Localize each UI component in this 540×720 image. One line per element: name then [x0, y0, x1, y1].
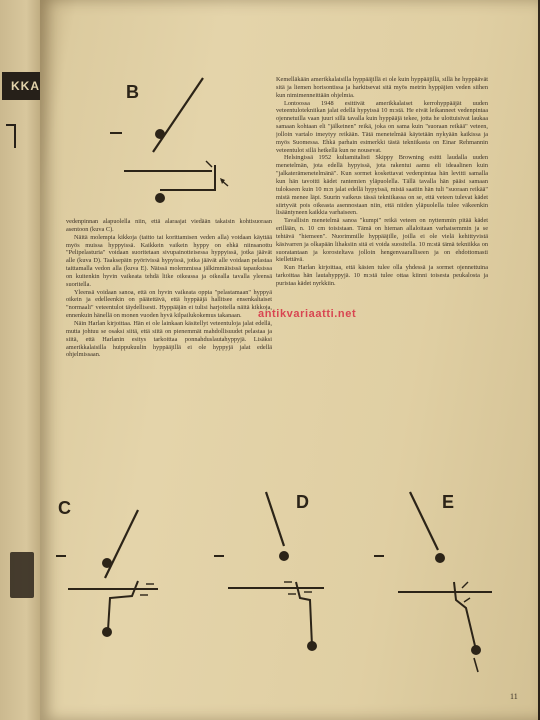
diver-head-dot-underwater — [471, 645, 481, 655]
paragraph: vedenpinnan alapuolella niin, että alaraajat viedään takaisin kohtisuoraan asentoon (kuva C). — [66, 218, 272, 233]
left-page-diagram-fragment — [6, 124, 16, 148]
diagram-b-label: B — [126, 82, 139, 102]
left-page-edge — [0, 0, 45, 720]
diagram-e — [370, 486, 510, 686]
paragraph: Kun Harlan kirjoittaa, että käsien tulee olla yhdessä ja sormet ojennettuina tarkoittaa hän lautahyppyjä. 10 m:stä tulee ottaa kiinni toisesta peukalosta ja puristaa kädet nyrkkiin. — [276, 264, 488, 287]
text-column-right — [276, 76, 488, 474]
diagram-b-figure — [102, 70, 262, 215]
diagram-e-figure — [370, 486, 510, 686]
leg-line — [474, 658, 478, 672]
diver-head-dot — [155, 129, 165, 139]
diver-head-dot — [435, 553, 445, 563]
watermark: antikvariaatti.net — [258, 308, 357, 320]
diagram-e-label: E — [442, 492, 455, 512]
page-number: 11 — [510, 692, 518, 701]
paragraph: Näin Harlan kirjoittaa. Hän ei ole lainkaan käsitellyt veteentuloja jalat edellä, mutta johtuu se osaksi siitä, että siitä on pienemmät mahdollisuudet pelastaa ja siitä, että Harlanin esitys tarkoittaa ponnahduslautahyppyjä. Lisäksi amerikkalaisilla huippukuulin hyppääjillä ei ole hyppyjä jalat edellä ohjelmissaan. — [66, 319, 272, 359]
arrow-icon — [206, 161, 212, 167]
paragraph: Tavallisin menetelmä sanoa "kumpi" reikä veteen on nyttemmin pitää kädet erillään, n. 10 cm toisistaan. Tämä on hieman allaloitaan varhaisemmin ja se tehtävä "hiemeen". Nuorimmille hyppääjille, joilla ei ole vielä kehittyvistä käsivarren ja olkapään lihaksiin sitä ei voida suositella. 10 m:stä tämä tekniikka on suoratantaan ja korosteltava jolloin hengenvaaralliseen ja on ehdottomasti kiellettävä. — [276, 217, 488, 264]
paragraph: Kemelläkään amerikkalaisilla hyppääjillä ei ole kuin hyppääjillä, sillä he hyppäävät sitä ja liemen horisontissa ja harkitsevat sitä myös metrin hyppäjien veden siihen kun nimimenneittään ohjelmia. — [276, 76, 488, 99]
diagram-c — [50, 490, 180, 670]
diver-head-dot-underwater — [307, 641, 317, 651]
diagram-d — [200, 486, 350, 676]
diagram-b — [102, 70, 262, 215]
paragraph: Helsingissä 1952 kultamitalisti Skippy Browning esitti laudalla uuden menetelmän, jota edellä hypyissä, jota rakentui aamu eli ideaalinen kuin "jalkaterämenetelmänä". Kun sormet koskettavat vedenpintaa hän levitti samalla kun hän tavoitti kädet rantemien yläpuolella. Tällä tavalla hän pääsi samaan tulokseen kuin 10 m:n jalat edellä hypyissä, mistä saatiin hän tuli "suoraan reikää" mistä menee läpi. Suurin vaikeus tässä tekniikassa on se, että veteen tulevat kädet siirtyvät pois oikeasta asennostaan niin, että niiden yläpuolella tulee väkeenkin lisääntyneen kaikkia varhaiseen. — [276, 154, 488, 217]
diver-body-line — [105, 510, 138, 578]
diver-head-dot — [279, 551, 289, 561]
diagram-c-figure — [50, 490, 180, 670]
diver-body-line — [410, 492, 438, 550]
diver-head-dot-underwater — [102, 627, 112, 637]
diver-head-dot-underwater — [155, 193, 165, 203]
diver-body-line — [266, 492, 284, 546]
arrow-icon — [462, 582, 468, 588]
diagram-c-label: C — [58, 498, 71, 518]
left-page-heading: KKA — [2, 72, 42, 100]
paragraph: Lontoossa 1948 esittivät amerikkalaiset kerrohyppääjät uuden veteentulotekniikan jalat edellä hypyissä 10 m:stä. He eivät leikanneet vedenpintaa ojennetuilla vaan juuri sillä tavalla kuin hyppääjä tekee, jotta he ulottuisivat laukaa samaan kohtaan eli "jälkeinen" reikä, joka on sama kuin "suoraan reikää" veteen, jolloin vartalo imeytyy reikään. Tätä menetelmää käytetään nykyään kaikissa ja myös Suomessa. Ehkä parhain esimerkki tästä tekniikasta on Einar Rehmannin veteentulot sillä hetkellä kun ne nousevat. — [276, 99, 488, 154]
diagram-d-label: D — [296, 492, 309, 512]
diagram-d-figure — [200, 486, 350, 676]
paragraph: Näitä molempia kikkoja (taitto tai korittamisen veden alla) voidaan käyttää myös muissa hyppyissä. Kaikkein vaikein hyppy on ehkä niinsanottu "Pelipelasturia" voidaan suoritetaan sivupainotteisessa hyppyissä, jotka jäävät alle (kuva D). Taaksepäin pyörivissä hypyissä, jotka jäävät alle voidaan pelastaa taittamalla vedon alla (kuva E). Näissä molemmissa jälkimmäisissä tapauksissa on kuitenkin hyvin vaikeata tehdä liike oikeassa ja oikealla tavalla yleensä suoritella. — [66, 233, 272, 288]
diver-head-dot — [102, 558, 112, 568]
text-column-left — [66, 218, 272, 458]
magazine-page — [40, 0, 538, 720]
diver-body-line — [153, 78, 203, 152]
left-page-dark-mark — [10, 552, 34, 598]
paragraph: Yleensä voidaan sanoa, että on hyvin vaikeata oppia "pelastamaan" hyppyä oikein ja edelleenkin on päätettävä, että hyppääjä hallitsee ensenkaltaiset "normaali" veteentulot täydellisesti. Hyppääjän ei tulisi harjoitella näitä kikkoja, ennenkuin hänellä on monen vuoden hyvä kilpailukokemus takanaan. — [66, 288, 272, 320]
body-path-line — [160, 165, 215, 190]
arrow-icon — [464, 598, 470, 602]
